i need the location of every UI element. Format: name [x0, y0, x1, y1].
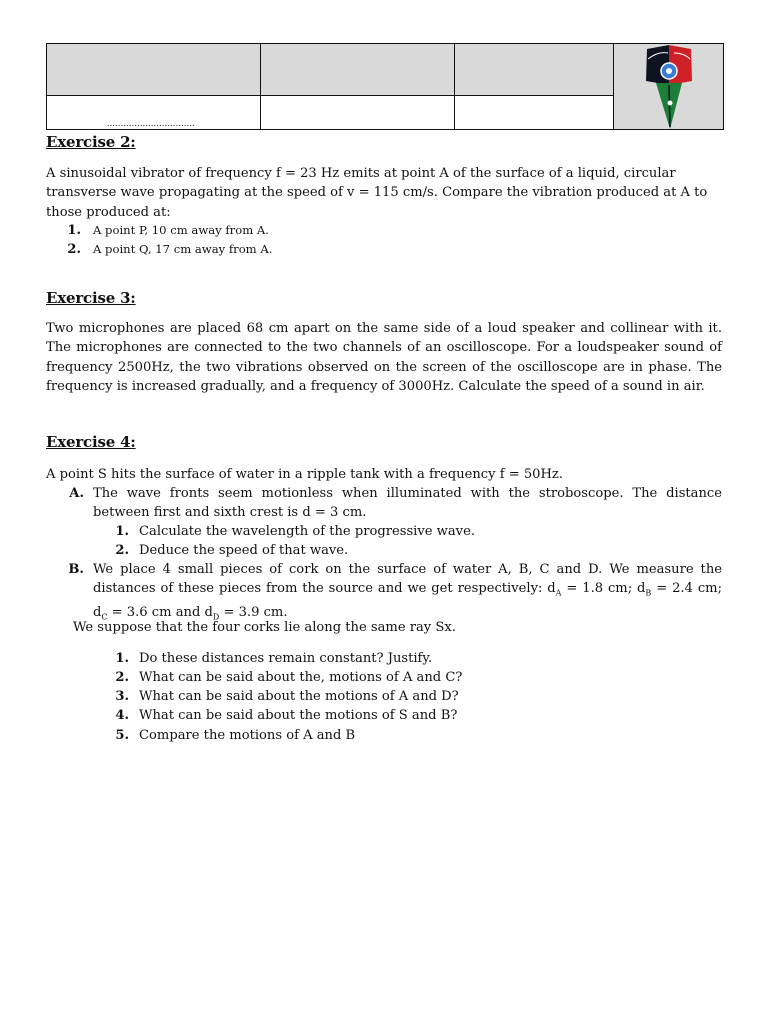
- part-a: [66, 484, 722, 523]
- list-text: Calculate the wavelength of the progressive wave.: [139, 524, 475, 539]
- list-text: A point Q, 17 cm away from A.: [93, 242, 273, 256]
- distance-a: = 1.8 cm; d: [561, 581, 646, 597]
- list-text: Do these distances remain constant? Justify.: [139, 651, 433, 666]
- list-number: 2.: [67, 242, 81, 257]
- name-dots: ................................: [107, 118, 195, 128]
- list-item: [112, 668, 712, 687]
- list-number: 1.: [115, 524, 129, 539]
- list-item: [112, 726, 712, 745]
- list-number: 5.: [115, 728, 129, 743]
- header-cell-3: [454, 43, 614, 96]
- list-text: What can be said about the motions of S and B?: [139, 708, 458, 723]
- school-emblem-logo: [634, 45, 704, 129]
- list-number: 1.: [115, 651, 129, 666]
- subscript-b: B: [645, 588, 652, 598]
- list-item: [64, 221, 714, 240]
- list-number: 1.: [67, 223, 81, 238]
- list-text: Compare the motions of A and B: [139, 728, 356, 743]
- exercise4-title: Exercise 4:: [46, 433, 136, 451]
- list-text: Deduce the speed of that wave.: [139, 543, 349, 558]
- exercise4-intro: A point S hits the surface of water in a ripple tank with a frequency f = 50Hz.: [46, 467, 563, 482]
- part-a-text: The wave fronts seem motionless when illuminated with the stroboscope. The distance between first and sixth crest is d = 3 cm.: [93, 486, 722, 521]
- list-item: [112, 541, 712, 560]
- list-item: [112, 649, 712, 668]
- distance-d: = 3.9 cm.: [219, 605, 288, 621]
- header-cell-5: [260, 95, 455, 130]
- list-item: [112, 522, 712, 541]
- header-cell-1: [46, 43, 261, 96]
- header-cell-6: [454, 95, 614, 130]
- list-item: [112, 706, 712, 725]
- list-text: A point P, 10 cm away from A.: [93, 223, 269, 237]
- exercise3-title: Exercise 3:: [46, 289, 136, 307]
- subscript-c: C: [101, 612, 108, 622]
- list-number: 4.: [115, 708, 129, 723]
- exercise2-title: Exercise 2:: [46, 133, 136, 151]
- list-text: What can be said about the motions of A and D?: [139, 689, 459, 704]
- exercise3-body: Two microphones are placed 68 cm apart on the same side of a loud speaker and collinear with it. The microphones are connected to the two channels of an oscilloscope. For a loudspeaker sound of frequency 2500Hz, the two vibrations observed on the screen of the oscilloscope are in phase. The frequency is increased gradually, and a frequency of 3000Hz. Calculate the speed of a sound in air.: [46, 321, 722, 394]
- header-cell-2: [260, 43, 455, 96]
- name-cell: [46, 95, 261, 130]
- subscript-d: D: [212, 612, 220, 622]
- list-item: [112, 687, 712, 706]
- list-number: 2.: [115, 670, 129, 685]
- part-b-text-start: We place 4 small pieces of cork on the surface of water A, B, C and D. We measure the distances of these pieces from the source and we get respectively: d: [93, 562, 722, 597]
- list-number: 2.: [115, 543, 129, 558]
- list-item: [64, 240, 714, 259]
- logo-cell: [613, 43, 724, 130]
- distance-b: = 2.4 cm; d: [93, 581, 722, 621]
- list-number: 3.: [115, 689, 129, 704]
- header-table: [46, 43, 724, 130]
- exercise4-suppose: We suppose that the four corks lie along the same ray Sx.: [73, 620, 456, 635]
- list-text: What can be said about the, motions of A and C?: [139, 670, 463, 685]
- subscript-a: A: [555, 588, 562, 598]
- part-a-label: A.: [69, 486, 84, 501]
- distance-c: = 3.6 cm and d: [107, 605, 213, 621]
- exercise2-intro: A sinusoidal vibrator of frequency f = 23 Hz emits at point A of the surface of a liquid, circular transverse wave propagating at the speed of v = 115 cm/s. Compare the vibration produced at A to those produced at:: [46, 166, 708, 220]
- part-b-label: B.: [68, 562, 84, 577]
